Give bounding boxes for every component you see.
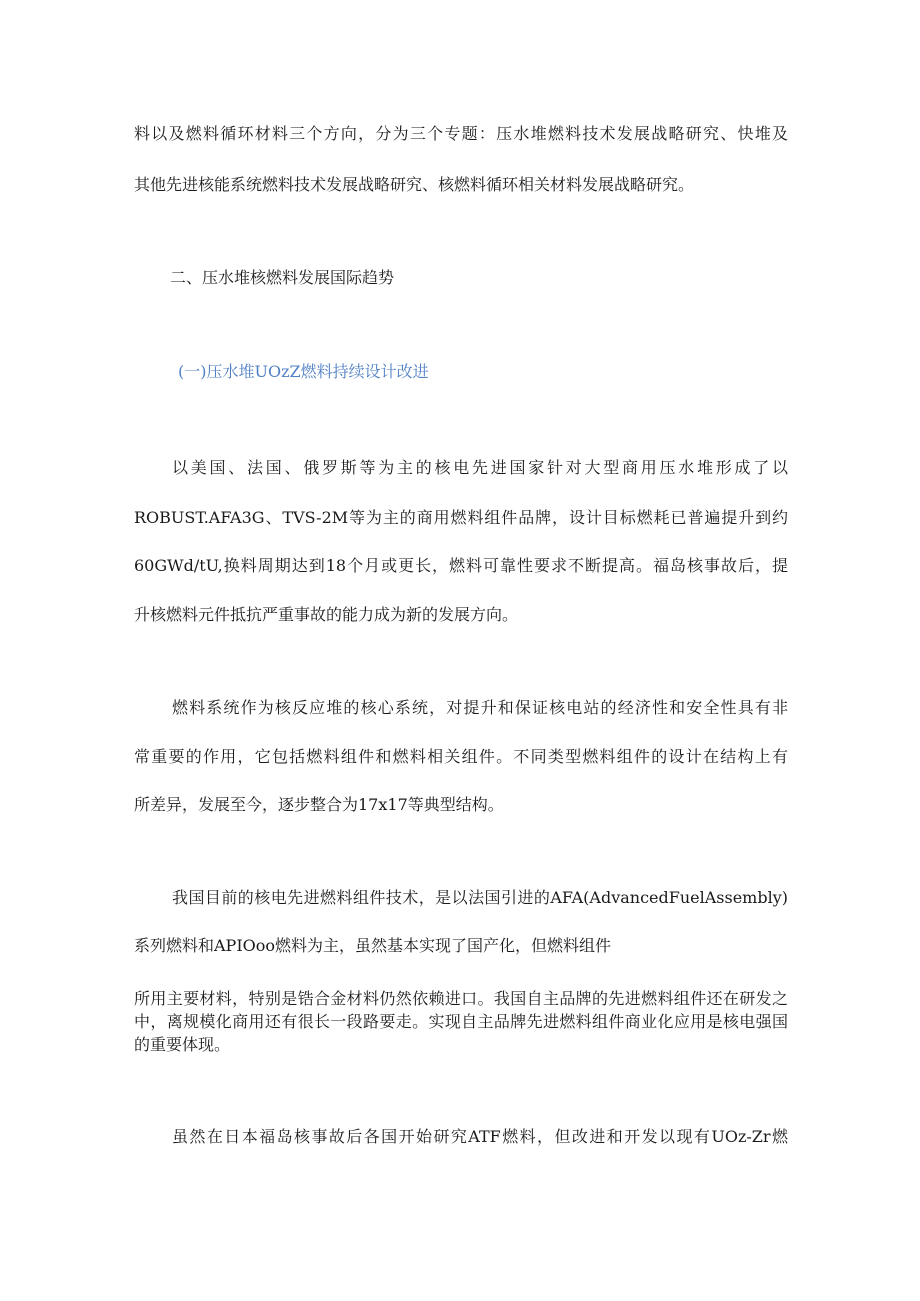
subsection-heading: (一)压水堆UOzZ燃料持续设计改进	[178, 362, 429, 381]
paragraph-line: 料以及燃料循环材料三个方向，分为三个专题：压水堆燃料技术发展战略研究、快堆及	[134, 124, 788, 143]
paragraph-line: 其他先进核能系统燃料技术发展战略研究、核燃料循环相关材料发展战略研究。	[134, 175, 695, 194]
paragraph-line: 燃料系统作为核反应堆的核心系统，对提升和保证核电站的经济性和安全性具有非	[172, 698, 788, 717]
paragraph-block: 所用主要材料，特别是锆合金材料仍然依赖进口。我国自主品牌的先进燃料组件还在研发之中，离规模化商用还有很长一段路要走。实现自主品牌先进燃料组件商业化应用是核电强国的重要体现。	[134, 989, 788, 1054]
paragraph-line: 我国目前的核电先进燃料组件技术，是以法国引进的AFA(AdvancedFuelAssembly)	[172, 888, 788, 907]
paragraph-line: 60GWd/tU,换料周期达到18个月或更长，燃料可靠性要求不断提高。福岛核事故后，提	[134, 556, 788, 575]
paragraph-line: 常重要的作用，它包括燃料组件和燃料相关组件。不同类型燃料组件的设计在结构上有	[134, 747, 788, 766]
paragraph-line: 系列燃料和APIOoo燃料为主，虽然基本实现了国产化，但燃料组件	[134, 936, 612, 955]
paragraph-line: 虽然在日本福岛核事故后各国开始研究ATF燃料，但改进和开发以现有UOz-Zr燃	[172, 1127, 788, 1146]
paragraph-line: 所差异，发展至今，逐步整合为17x17等典型结构。	[134, 795, 504, 814]
paragraph-line: ROBUST.AFA3G、TVS-2M等为主的商用燃料组件品牌，设计目标燃耗已普遍提升到约	[134, 508, 788, 527]
section-heading: 二、压水堆核燃料发展国际趋势	[170, 268, 395, 287]
paragraph-line: 升核燃料元件抵抗严重事故的能力成为新的发展方向。	[134, 605, 519, 624]
paragraph-line: 以美国、法国、俄罗斯等为主的核电先进国家针对大型商用压水堆形成了以	[172, 458, 788, 477]
